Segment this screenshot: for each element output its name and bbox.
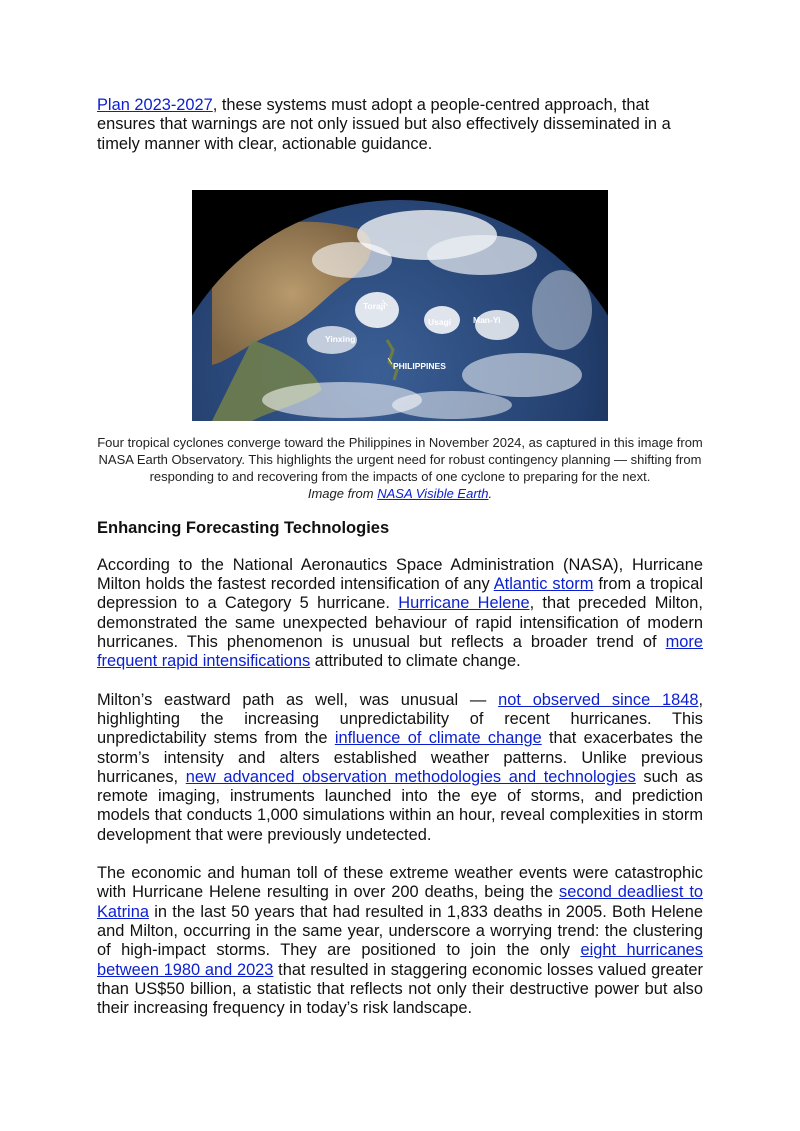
second-deadliest-link[interactable]: second deadliest to Katrina: [97, 883, 704, 921]
text: , that preceded Milton, demonstrated the same unexpected behaviour of rapid intensification of modern hurricanes. This phenomenon is unusual but reflects a broader trend of: [97, 594, 703, 652]
section-heading: Enhancing Forecasting Technologies: [97, 518, 390, 537]
label-usagi: Usagi: [428, 316, 452, 327]
text: that exacerbates the storm’s intensity and alters established weather patterns. Unlike previous hurricanes,: [97, 729, 704, 786]
text: , highlighting the increasing unpredictability of recent hurricanes. This unpredictability stems from the: [97, 690, 704, 748]
text: Milton’s eastward path as well, was unusual —: [97, 690, 499, 709]
influence-of-climate-change-link[interactable]: influence of climate change: [334, 729, 542, 748]
intro-text: , these systems must adopt a people-centred approach, that ensures that warnings are not only issued but also effectively disseminated in a timely manner with clear, actionable guidance.: [97, 96, 671, 153]
text: According to the National Aeronautics Space Administration (NASA), Hurricane Milton holds the fastest recorded intensification of any: [97, 555, 703, 594]
atlantic-storm-link[interactable]: Atlantic storm: [493, 575, 594, 594]
hurricane-helene-link[interactable]: Hurricane Helene: [398, 594, 530, 613]
plan-link[interactable]: Plan 2023-2027: [97, 96, 213, 114]
caption-text: Four tropical cyclones converge toward the Philippines in November 2024, as captured in this image from NASA Earth Observatory. This highlights the urgent need for robust contingency planning — shifting from responding to and recovering from the impacts of one cyclone to preparing for the next.: [97, 434, 703, 484]
nasa-visible-earth-link[interactable]: NASA Visible Earth: [377, 485, 489, 501]
credit-prefix: Image from: [307, 485, 378, 501]
label-yinxing: Yinxing: [325, 333, 356, 344]
observation-technologies-link[interactable]: new advanced observation methodologies and technologies: [185, 767, 636, 786]
text: in the last 50 years that had resulted in 1,833 deaths in 2005. Both Helene and Milton, occurring in the same year, underscore a worrying trend: the clustering of high-impact storms. They are positioned to join the only: [97, 902, 703, 960]
intro-paragraph: [97, 96, 703, 154]
figure: [97, 190, 703, 502]
paragraph-milton-intensification: [97, 556, 703, 672]
paragraph-economic-toll: [97, 864, 703, 1018]
earth-illustration: [192, 190, 608, 421]
label-manyi: Man-Yi: [473, 314, 501, 325]
label-philippines: PHILIPPINES: [393, 360, 446, 371]
image-credit: [308, 486, 492, 501]
rapid-intensifications-link[interactable]: more frequent rapid intensifications: [97, 633, 703, 671]
text: from a tropical depression to a Category 5 hurricane.: [97, 575, 703, 613]
text: that resulted in staggering economic losses valued greater than US$50 billion, a statistic that reflects not only their destructive power but also their increasing frequency in today’s risk landscape.: [97, 960, 703, 1018]
label-toraji: Toraji: [363, 300, 386, 311]
earth-satellite-image: [192, 190, 608, 421]
text: The economic and human toll of these extreme weather events were catastrophic with Hurricane Helene resulting in over 200 deaths, being the: [97, 864, 703, 902]
not-observed-since-1848-link[interactable]: not observed since 1848: [498, 690, 699, 709]
figure-caption: [97, 434, 703, 502]
text: attributed to climate change.: [310, 652, 521, 671]
credit-suffix: .: [488, 485, 493, 501]
paragraph-milton-path: [97, 691, 703, 845]
document-page: [97, 96, 703, 1018]
text: such as remote imaging, instruments launched into the eye of storms, and prediction models that conducts 1,000 simulations within an hour, reveal complexities in storm development that were previously undetected.: [97, 767, 704, 844]
eight-hurricanes-link[interactable]: eight hurricanes between 1980 and 2023: [97, 941, 703, 979]
